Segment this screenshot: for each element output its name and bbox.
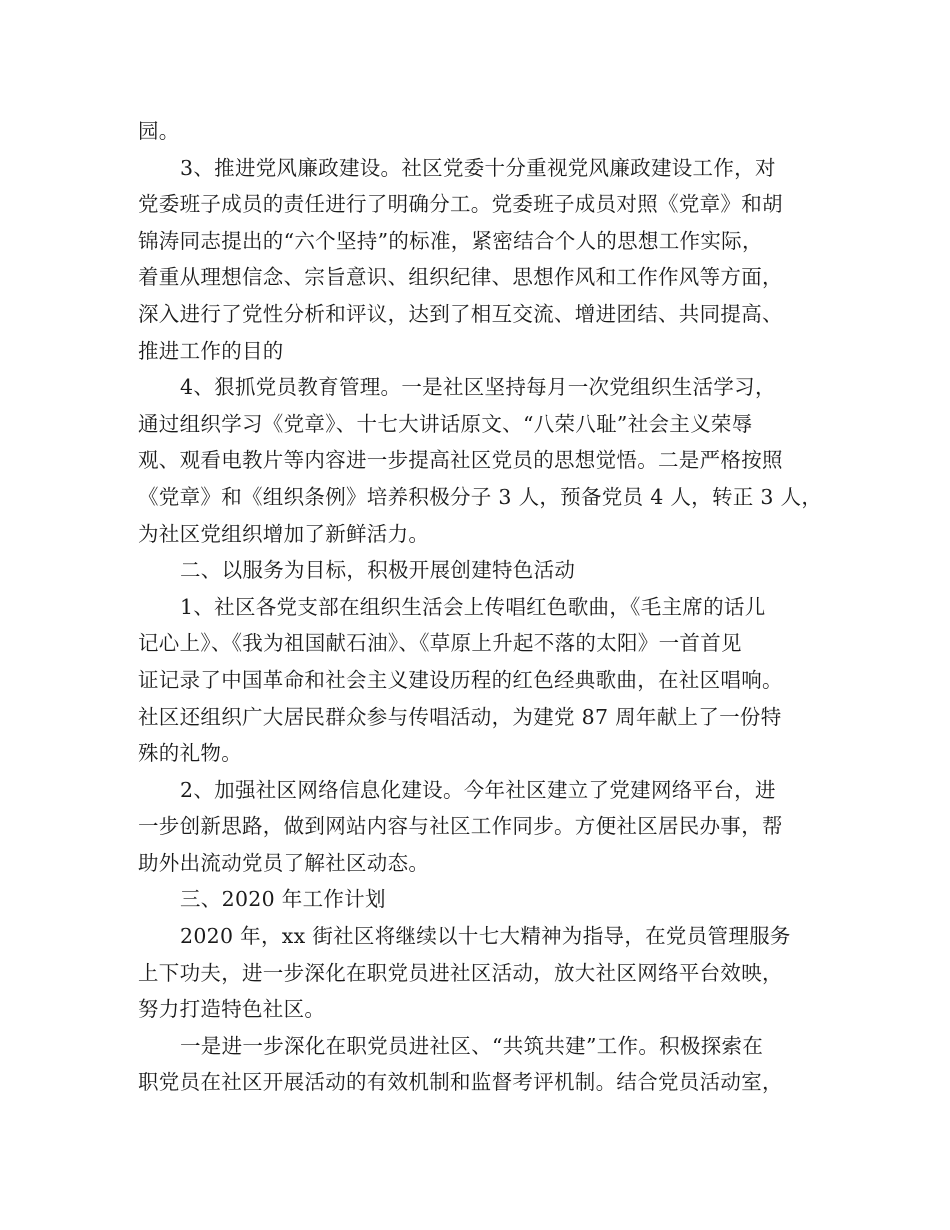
text-line: 党委班子成员的责任进行了明确分工。党委班子成员对照《党章》和胡 [138, 192, 783, 217]
text-line: 推进工作的目的 [138, 338, 284, 363]
text-line: 3、推进党风廉政建设。社区党委十分重视党风廉政建设工作，对 [180, 155, 776, 180]
text-line: 2、加强社区网络信息化建设。今年社区建立了党建网络平台，进 [180, 777, 776, 802]
text-line: 社区还组织广大居民群众参与传唱活动，为建党 87 周年献上了一份特 [138, 704, 782, 729]
text-line: 助外出流动党员了解社区动态。 [138, 850, 430, 875]
text-line: 殊的礼物。 [138, 741, 242, 766]
document-body [138, 113, 823, 1101]
text-line: 通过组织学习《党章》、十七大讲话原文、“八荣八耻”社会主义荣辱 [138, 411, 753, 436]
text-line: 《党章》和《组织条例》培养积极分子 3 人，预备党员 4 人，转正 3 人， [138, 484, 823, 509]
text-line: 努力打造特色社区。 [138, 997, 326, 1022]
text-line: 着重从理想信念、宗旨意识、组织纪律、思想作风和工作作风等方面， [138, 265, 783, 290]
text-line: 1、社区各党支部在组织生活会上传唱红色歌曲，《毛主席的话儿 [180, 594, 766, 619]
text-line: 4、狠抓党员教育管理。一是社区坚持每月一次党组织生活学习， [180, 375, 776, 400]
text-line: 2020 年，xx 街社区将继续以十七大精神为指导，在党员管理服务 [180, 924, 791, 949]
text-line: 园。 [138, 119, 180, 143]
text-line: 三、2020 年工作计划 [180, 887, 386, 912]
text-line: 深入进行了党性分析和评议，达到了相互交流、增进团结、共同提高、 [138, 301, 783, 326]
text-line: 锦涛同志提出的“六个坚持”的标准，紧密结合个人的思想工作实际， [138, 228, 763, 253]
text-line: 观、观看电教片等内容进一步提高社区党员的思想觉悟。二是严格按照 [138, 448, 783, 473]
text-line: 为社区党组织增加了新鲜活力。 [138, 521, 430, 546]
text-line: 职党员在社区开展活动的有效机制和监督考评机制。结合党员活动室， [138, 1070, 783, 1095]
text-line: 上下功夫，进一步深化在职党员进社区活动，放大社区网络平台效映， [138, 960, 783, 985]
text-line: 二、以服务为目标，积极开展创建特色活动 [180, 558, 576, 583]
text-line: 一步创新思路，做到网站内容与社区工作同步。方便社区居民办事，帮 [138, 814, 783, 839]
text-line: 记心上》、《我为祖国献石油》、《草原上升起不落的太阳》一首首见 [138, 631, 742, 656]
text-line: 一是进一步深化在职党员进社区、“共筑共建”工作。积极探索在 [180, 1033, 764, 1058]
text-line: 证记录了中国革命和社会主义建设历程的红色经典歌曲，在社区唱响。 [138, 667, 783, 692]
